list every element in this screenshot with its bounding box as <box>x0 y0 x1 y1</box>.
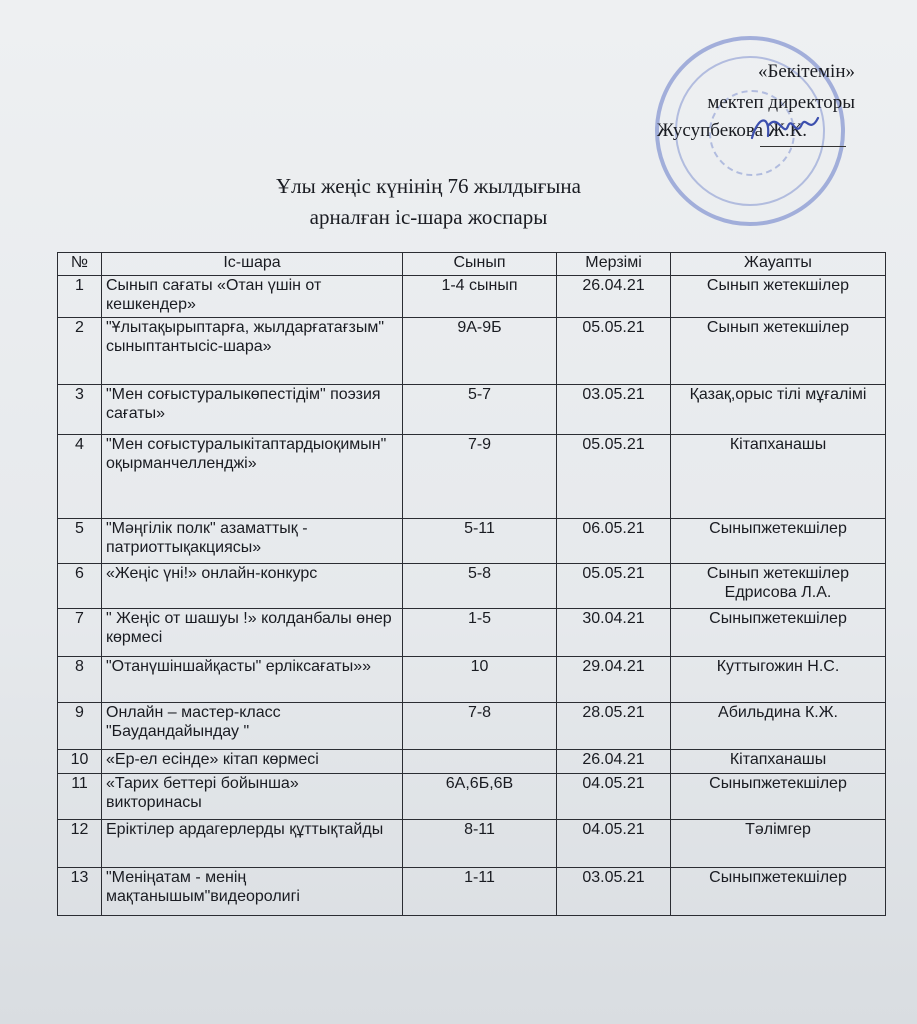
row-responsible: Сынып жетекшілер <box>671 276 886 318</box>
row-event: "Мен соғыстуралыкітаптардыоқимын" оқырманчелленджі» <box>102 435 403 519</box>
row-number: 11 <box>58 774 102 820</box>
row-event: «Тарих беттері бойынша» викторинасы <box>102 774 403 820</box>
row-date: 28.05.21 <box>557 703 671 750</box>
row-date: 29.04.21 <box>557 657 671 703</box>
row-responsible: Кітапханашы <box>671 435 886 519</box>
header-number: № <box>58 253 102 276</box>
row-responsible: Қазақ,орыс тілі мұғалімі <box>671 385 886 435</box>
row-date: 03.05.21 <box>557 868 671 916</box>
row-responsible: Тәлімгер <box>671 820 886 868</box>
approval-line-2: мектеп директоры <box>707 92 855 113</box>
row-number: 1 <box>58 276 102 318</box>
row-event: «Ер-ел есінде» кітап көрмесі <box>102 750 403 774</box>
row-number: 4 <box>58 435 102 519</box>
row-number: 9 <box>58 703 102 750</box>
row-event: "Мен соғыстуралыкөпестідім" поэзия сағаты» <box>102 385 403 435</box>
row-number: 12 <box>58 820 102 868</box>
table-row <box>58 519 886 564</box>
table-row <box>58 750 886 774</box>
row-class <box>403 750 557 774</box>
row-number: 3 <box>58 385 102 435</box>
table-row <box>58 276 886 318</box>
table-row <box>58 318 886 385</box>
row-date: 05.05.21 <box>557 564 671 609</box>
row-responsible: Куттыгожин Н.С. <box>671 657 886 703</box>
table-row <box>58 564 886 609</box>
row-class: 7-9 <box>403 435 557 519</box>
table-row <box>58 774 886 820</box>
row-date: 04.05.21 <box>557 820 671 868</box>
event-plan-table <box>57 252 886 916</box>
row-date: 30.04.21 <box>557 609 671 657</box>
approval-line-1: «Бекітемін» <box>757 61 855 82</box>
header-date: Мерзімі <box>557 253 671 276</box>
signature-line <box>760 146 846 147</box>
row-class: 10 <box>403 657 557 703</box>
row-date: 03.05.21 <box>557 385 671 435</box>
table-row <box>58 703 886 750</box>
header-event: Іс-шара <box>102 253 403 276</box>
row-number: 7 <box>58 609 102 657</box>
row-number: 5 <box>58 519 102 564</box>
row-event: "Мәңгілік полк" азаматтық - патриоттықакциясы» <box>102 519 403 564</box>
table-row <box>58 868 886 916</box>
row-date: 26.04.21 <box>557 750 671 774</box>
row-number: 8 <box>58 657 102 703</box>
row-responsible: Сынып жетекшілер <box>671 318 886 385</box>
table-row <box>58 820 886 868</box>
header-class: Сынып <box>403 253 557 276</box>
document-title-line-1: Ұлы жеңіс күнінің 76 жылдығына <box>276 174 581 198</box>
row-number: 6 <box>58 564 102 609</box>
row-date: 06.05.21 <box>557 519 671 564</box>
row-class: 9А-9Б <box>403 318 557 385</box>
row-date: 05.05.21 <box>557 435 671 519</box>
row-class: 1-4 сынып <box>403 276 557 318</box>
row-class: 8-11 <box>403 820 557 868</box>
director-signature <box>748 108 826 148</box>
row-responsible: Сыныпжетекшілер <box>671 868 886 916</box>
document-title-line-2: арналған іс-шара жоспары <box>309 205 548 229</box>
row-class: 5-8 <box>403 564 557 609</box>
row-date: 26.04.21 <box>557 276 671 318</box>
header-responsible: Жауапты <box>671 253 886 276</box>
row-event: «Жеңіс үні!» онлайн-конкурс <box>102 564 403 609</box>
row-responsible: Сыныпжетекшілер <box>671 774 886 820</box>
row-class: 7-8 <box>403 703 557 750</box>
table-row <box>58 609 886 657</box>
row-class: 1-11 <box>403 868 557 916</box>
row-class: 6А,6Б,6В <box>403 774 557 820</box>
row-event: Сынып сағаты «Отан үшін от кешкендер» <box>102 276 403 318</box>
approval-line-3: Жусупбекова Ж.К. <box>656 120 807 141</box>
table-row <box>58 385 886 435</box>
row-responsible: Сынып жетекшілер Едрисова Л.А. <box>671 564 886 609</box>
table-row <box>58 435 886 519</box>
row-event: Онлайн – мастер-класс "Баудандайындау " <box>102 703 403 750</box>
row-event: Еріктілер ардагерлерды құттықтайды <box>102 820 403 868</box>
table-row <box>58 657 886 703</box>
row-date: 04.05.21 <box>557 774 671 820</box>
row-class: 5-11 <box>403 519 557 564</box>
table-header-row <box>58 253 886 276</box>
row-event: "Отанүшіншайқасты" ерліксағаты»» <box>102 657 403 703</box>
row-number: 2 <box>58 318 102 385</box>
row-number: 10 <box>58 750 102 774</box>
row-class: 5-7 <box>403 385 557 435</box>
row-number: 13 <box>58 868 102 916</box>
row-event: "Ұлытақырыптарға, жылдарғатағзым" сыныптантысіс-шара» <box>102 318 403 385</box>
row-responsible: Кітапханашы <box>671 750 886 774</box>
row-event: "Меніңатам - менің мақтанышым"видеоролигі <box>102 868 403 916</box>
row-responsible: Абильдина К.Ж. <box>671 703 886 750</box>
row-date: 05.05.21 <box>557 318 671 385</box>
row-responsible: Сыныпжетекшілер <box>671 519 886 564</box>
row-class: 1-5 <box>403 609 557 657</box>
row-responsible: Сыныпжетекшілер <box>671 609 886 657</box>
row-event: " Жеңіс от шашуы !» колданбалы өнер көрмесі <box>102 609 403 657</box>
